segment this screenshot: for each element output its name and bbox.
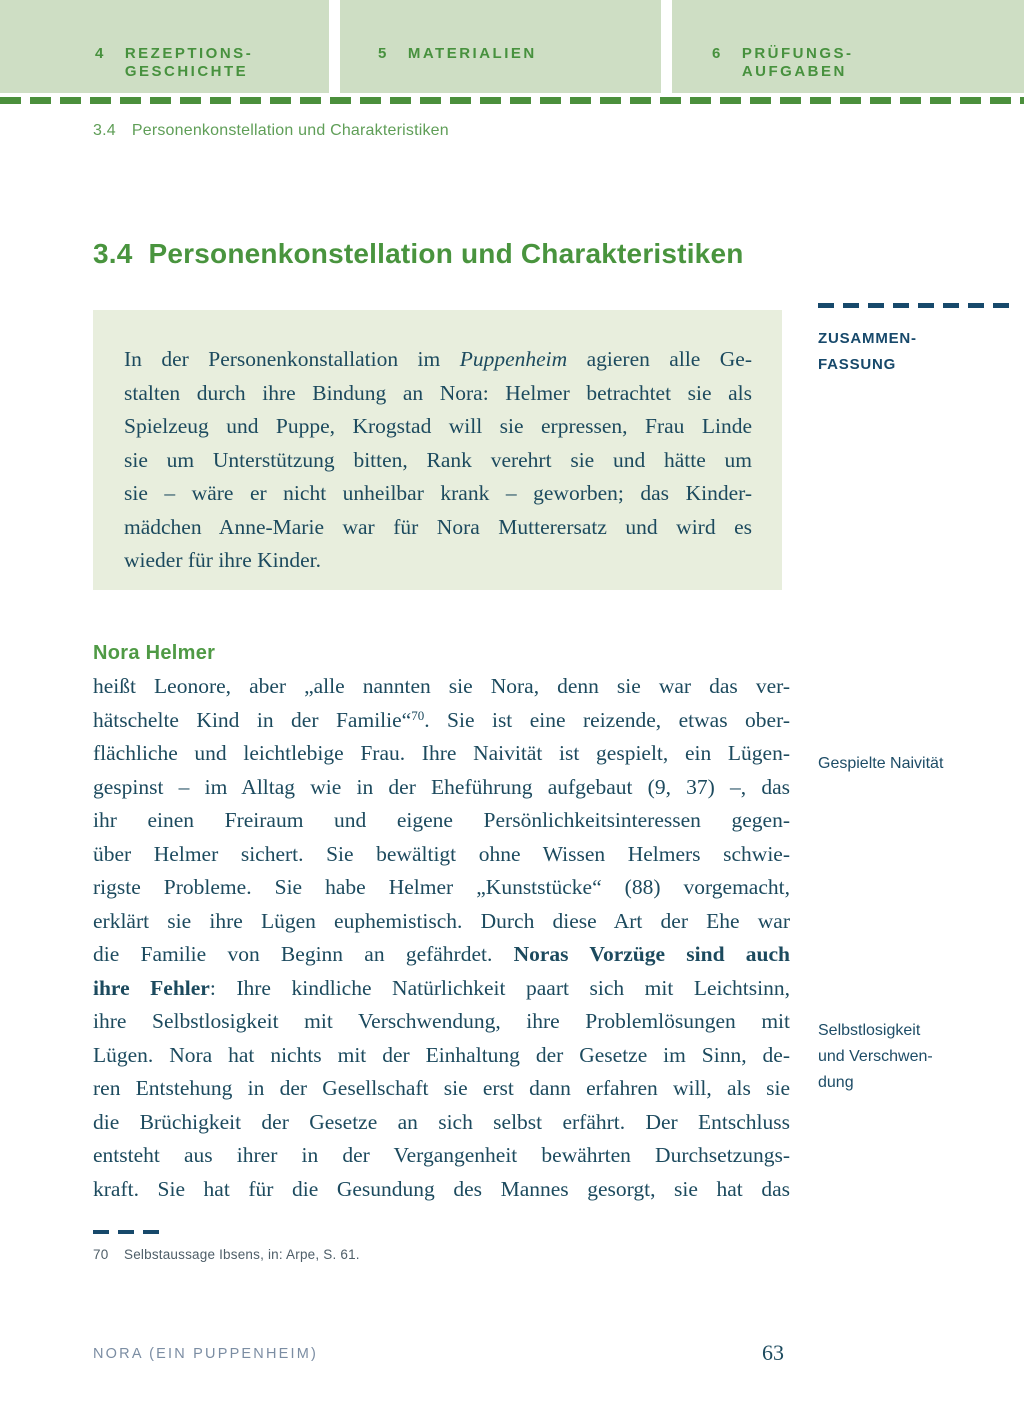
tab-number: 6 <box>712 45 723 62</box>
tab-label: PRÜFUNGS- AUFGABEN <box>741 45 854 80</box>
summary-sidebar-label: ZUSAMMEN- FASSUNG <box>818 330 917 373</box>
page-number: 63 <box>762 1340 784 1365</box>
footer-book-title: NORA (EIN PUPPENHEIM) <box>93 1346 319 1362</box>
header-dashed-rule <box>0 97 1024 104</box>
footnote-text: Selbstaussage Ibsens, in: Arpe, S. 61. <box>124 1247 360 1262</box>
running-head-number: 3.4 <box>93 122 116 139</box>
summary-box <box>93 310 782 590</box>
running-head-title: Personenkonstellation und Charakteristiken <box>131 122 449 139</box>
footnote-dashed-rule <box>93 1230 159 1234</box>
tab-rezeptionsgeschichte <box>0 0 329 93</box>
footnote <box>93 1247 360 1262</box>
margin-note-gespielte-naivitaet: Gespielte Naivität <box>818 755 944 772</box>
margin-note-selbstlosigkeit: Selbstlosigkeit und Verschwen- dung <box>818 1022 933 1091</box>
section-title-text: Personenkonstellation und Charakteristiken <box>148 238 744 269</box>
footnote-number: 70 <box>93 1247 109 1262</box>
running-head <box>93 122 449 140</box>
character-heading: Nora Helmer <box>93 642 216 664</box>
summary-dashed-rule <box>818 303 1012 308</box>
tab-pruefungsaufgaben <box>672 0 1024 93</box>
tab-number: 4 <box>95 45 106 62</box>
section-number: 3.4 <box>93 238 133 269</box>
tab-label: MATERIALIEN <box>407 45 537 62</box>
section-title <box>93 238 744 270</box>
tab-label: REZEPTIONS- GESCHICHTE <box>124 45 254 80</box>
body-paragraph: heißt Leonore, aber „alle nannten sie Nora, denn sie war das ver- hätschelte Kind in der Familie“$^{70}$. Sie ist eine reizende, etwas ober- flächliche und leichtlebige Frau. Ihre Naivität ist gespielt, ein Lügen- gespinst – im Alltag wie in der Eheführung aufgebaut (9, 37) –, das ihr einen Freiraum und eigene Persönlichkeitsinteressen gegen- über Helmer sichert. Sie bewältigt ohne Wissen Helmers schwie- rigste Probleme. Sie habe Helmer „Kunststücke“ (88) vorgemacht, erklärt sie ihre Lügen euphemistisch. Durch diese Art der Ehe war die Familie von Beginn an gefährdet. Noras Vorzüge sind auch ihre Fehler: Ihre kindliche Natürlichkeit paart sich mit Leichtsinn, ihre Selbstlosigkeit mit Verschwendung, ihre Problemlösungen mit Lügen. Nora hat nichts mit der Einhaltung der Gesetze im Sinn, de- ren Entstehung in der Gesellschaft sie erst dann erfahren will, als sie die Brüchigkeit der Gesetze an sich selbst erfährt. Der Entschluss entsteht aus ihrer in der Vergangenheit bewährten Durchsetzungs- kraft. Sie hat für die Gesundung des Mannes gesorgt, sie hat das <box>93 674 790 1201</box>
tab-number: 5 <box>378 45 389 62</box>
summary-text: In der Personenkonstallation im Puppenheim agieren alle Ge- stalten durch ihre Bindung an Nora: Helmer betrachtet sie als Spielzeug und Puppe, Krogstad will sie erpressen, Frau Linde sie um Unterstützung bitten, Rank verehrt sie und hätte um sie – wäre er nicht unheilbar krank – geworben; das Kinder- mädchen Anne-Marie war für Nora Mutterersatz und wird es wieder für ihre Kinder. <box>124 347 753 572</box>
tab-materialien <box>340 0 661 93</box>
